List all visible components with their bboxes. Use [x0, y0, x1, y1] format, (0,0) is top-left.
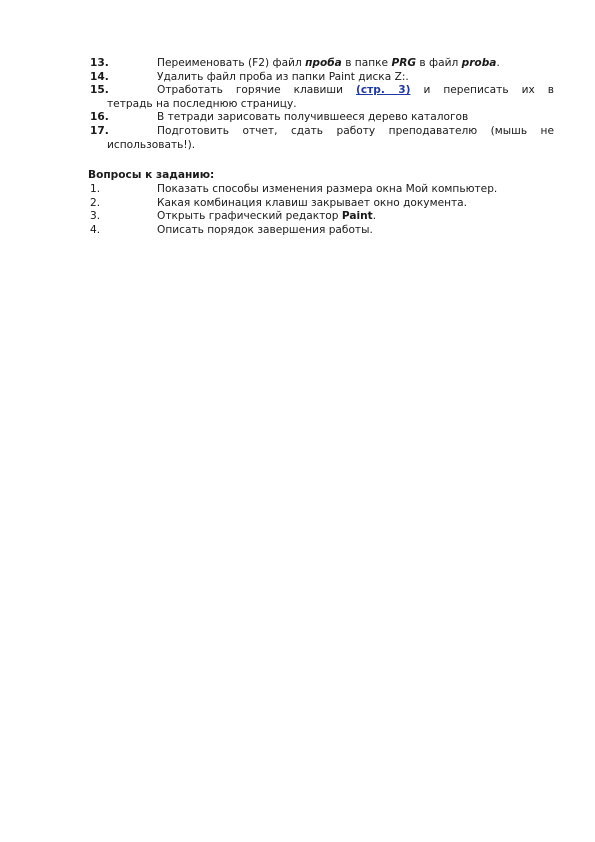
question-number: 3. [90, 210, 101, 223]
text-run: Открыть графический редактор [157, 210, 342, 223]
text-run: . [496, 57, 500, 69]
text-run: в папке [341, 57, 392, 69]
text-run: Отработать горячие клавиши [157, 84, 357, 97]
task-item-16 [88, 111, 554, 125]
task-item-17 [88, 125, 554, 152]
task-item-14 [88, 71, 554, 85]
task-list [88, 57, 554, 152]
app-name-paint: Paint [341, 210, 373, 223]
page-3-link[interactable]: (стр. 3) [356, 84, 411, 97]
question-number: 4. [90, 223, 101, 236]
question-number: 2. [90, 196, 101, 209]
question-text: Показать способы изменения размера окна Мой компьютер. [157, 183, 498, 195]
text-run: и переписать их в [410, 84, 554, 97]
task-text-line2: тетрадь на последнюю страницу. [107, 97, 297, 110]
text-run: . [372, 210, 377, 223]
task-item-15 [88, 84, 554, 111]
task-text: В тетради зарисовать получившееся дерево каталогов [157, 111, 469, 124]
task-number: 15. [90, 84, 109, 97]
task-number: 17. [90, 124, 109, 137]
task-item-13 [88, 57, 554, 71]
task-text-line1: Подготовить отчет, сдать работу преподавателю (мышь не [157, 124, 554, 137]
question-item-4 [88, 224, 554, 238]
question-text: Описать порядок завершения работы. [157, 223, 373, 236]
question-text: Какая комбинация клавиш закрывает окно документа. [157, 196, 468, 209]
text-run: в файл [416, 57, 462, 69]
questions-heading: Вопросы к заданию: [88, 169, 215, 181]
filename-proba-lat: proba [461, 57, 497, 69]
task-number: 13. [90, 57, 109, 69]
folder-prg: PRG [391, 57, 417, 69]
questions-section [88, 168, 554, 237]
question-item-2 [88, 197, 554, 211]
question-item-1 [88, 183, 554, 197]
task-number: 16. [90, 111, 109, 124]
task-text-line1 [157, 84, 554, 98]
question-item-3 [88, 210, 554, 224]
text-run: Переименовать (F2) файл [157, 57, 306, 69]
task-text [157, 57, 554, 71]
question-number: 1. [90, 183, 101, 195]
task-text-line2: использовать!). [107, 138, 196, 151]
question-text [157, 210, 554, 224]
task-text: Удалить файл проба из папки Paint диска Z:. [157, 70, 409, 83]
filename-proba-cyr: проба [305, 57, 342, 69]
task-number: 14. [90, 70, 109, 83]
